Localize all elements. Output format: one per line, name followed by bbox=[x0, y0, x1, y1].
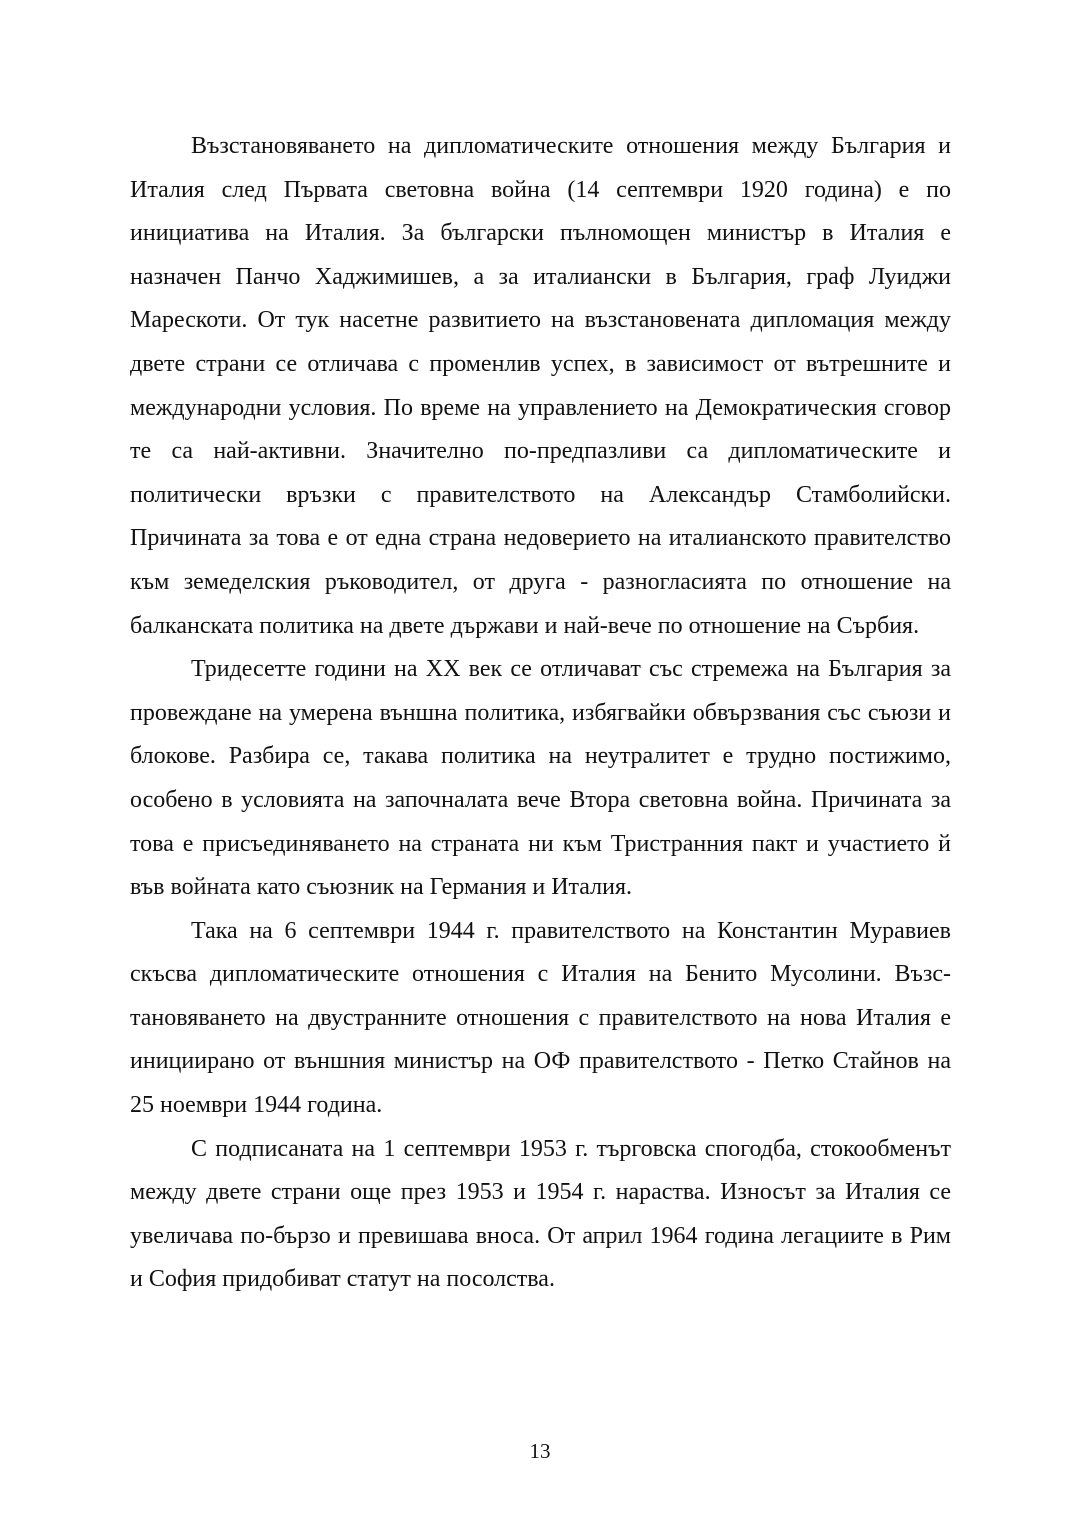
page-body bbox=[130, 125, 951, 1302]
page-number: 13 bbox=[529, 1439, 551, 1463]
paragraph-diplomatic-relations: Възстановяването на дипломатическите отношения между България и Италия след Първата световна война (14 септември 1920 година) е по инициатива на Италия. За български пълномощен министър в Италия е назначен Панчо Хаджимишев, а за италиански в България, граф Луиджи Марескоти. От тук насетне развитието на възстановената дипломация между двете страни се отличава с променлив успех, в зависимост от вътрешните и международни условия. По време на управлението на Демократическия сговор те са най-активни. Значително по-предпазливи са дипломатическите и политически връзки с правителството на Александър Стамболийски. Причината за това е от една страна недоверието на италианското правителство към земеделския ръководител, от друга - разногласията по отношение на балканската политика на двете държави и най-вече по отношение на Сърбия. bbox=[130, 133, 951, 639]
paragraph-1944-relations: Така на 6 септември 1944 г. правителството на Константин Муравиев скъсва дипломатическите отношения с Италия на Бенито Мусолини. Възстановяването на двустранните отношения с правителството на нова Италия е инициирано от външния министър на ОФ правителството - Петко Стайнов на 25 ноември 1944 година. bbox=[130, 917, 951, 1119]
paragraph-1953-trade: С подписаната на 1 септември 1953 г. търговска спогодба, стокообменът между двете страни още през 1953 и 1954 г. нараства. Износът за Италия се увеличава по-бързо и превишава вноса. От април 1964 година легациите в Рим и София придобиват статут на посолства. bbox=[130, 1135, 951, 1293]
paragraph-thirties-policy: Тридесетте години на XX век се отличават със стремежа на България за провеждане на умерена външна политика, избягвайки обвързвания със съюзи и блокове. Разбира се, такава политика на неутралитет е трудно постижимо, особено в условията на започналата вече Втора световна война. Причината за това е присъединяването на страната ни към Тристранния пакт и участието й във войната като съюзник на Германия и Италия. bbox=[130, 656, 951, 901]
